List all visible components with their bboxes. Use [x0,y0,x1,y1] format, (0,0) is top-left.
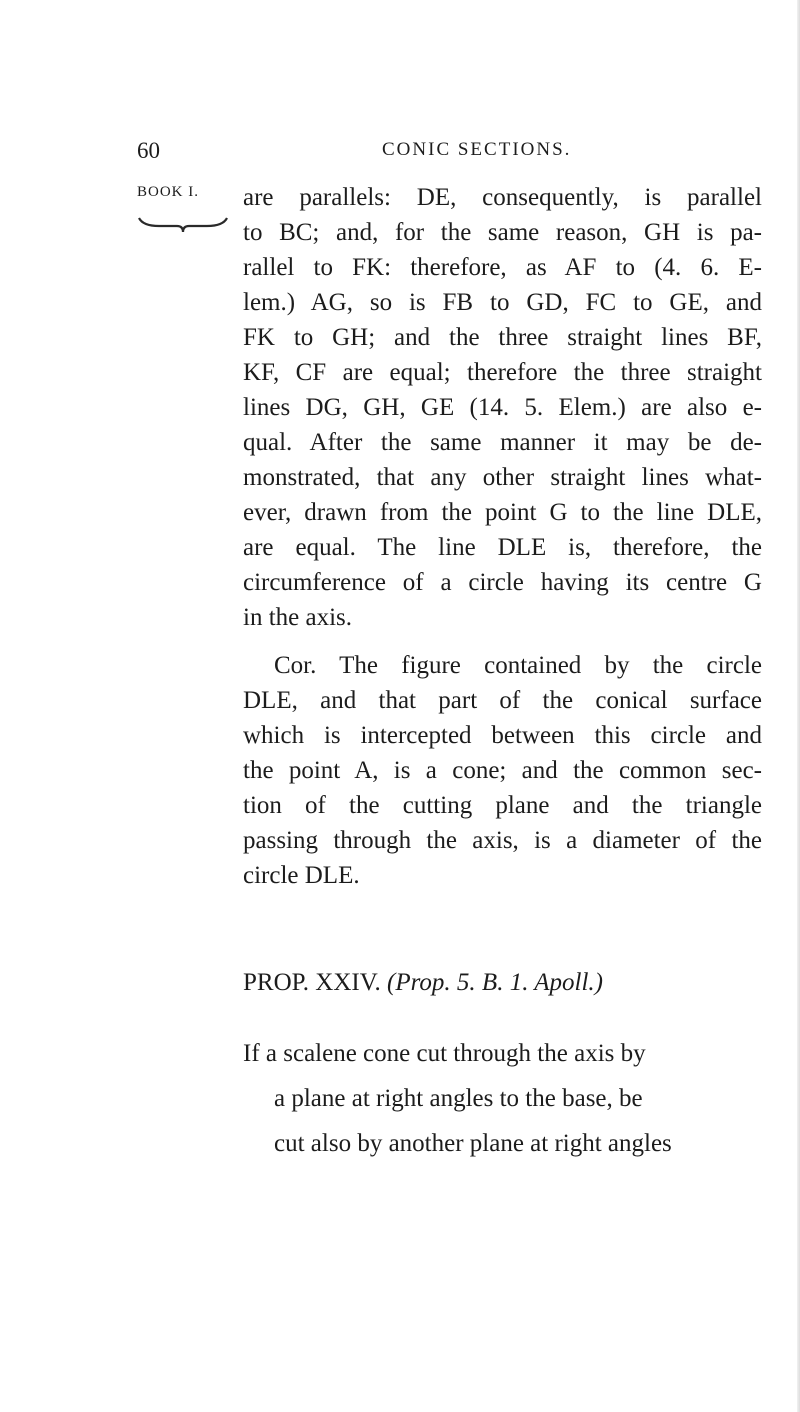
corollary-line: the point A, is a cone; and the common sec- [243,757,762,784]
body-line: rallel to FK: therefore, as AF to (4. 6. E- [243,254,762,281]
proposition-label: PROP. XXIV. [243,969,381,996]
body-line: lines DG, GH, GE (14. 5. Elem.) are also e- [243,394,762,421]
margin-book-label: BOOK I. [137,184,199,200]
proposition-heading [243,969,603,997]
body-line: in the axis. [243,604,353,631]
running-title: CONIC SECTIONS. [382,139,572,160]
body-line: are parallels: DE, consequently, is parallel [243,184,762,211]
body-line: ever, drawn from the point G to the line DLE, [243,499,762,526]
corollary-line: DLE, and that part of the conical surface [243,687,762,714]
body-line: are equal. The line DLE is, therefore, the [243,534,762,561]
body-line: monstrated, that any other straight lines what- [243,464,762,491]
corollary-line: circle DLE. [243,862,360,889]
page-number: 60 [137,138,160,163]
body-line: qual. After the same manner it may be de- [243,429,762,456]
body-line: KF, CF are equal; therefore the three straight [243,359,762,386]
corollary-line: which is intercepted between this circle and [243,722,762,749]
corollary-line: Cor. The figure contained by the circle [274,652,762,679]
corollary-line: tion of the cutting plane and the triangle [243,792,762,819]
body-line: to BC; and, for the same reason, GH is pa- [243,219,762,246]
enunciation-line: cut also by another plane at right angles [274,1130,672,1157]
body-line: FK to GH; and the three straight lines BF, [243,324,762,351]
body-line: circumference of a circle having its centre G [243,569,762,596]
margin-brace-icon [137,214,229,234]
proposition-citation: (Prop. 5. B. 1. Apoll.) [387,969,603,996]
enunciation-line: If a scalene cone cut through the axis by [243,1040,646,1067]
body-line: lem.) AG, so is FB to GD, FC to GE, and [243,289,762,316]
enunciation-line: a plane at right angles to the base, be [274,1085,643,1112]
corollary-line: passing through the axis, is a diameter of the [243,827,762,854]
